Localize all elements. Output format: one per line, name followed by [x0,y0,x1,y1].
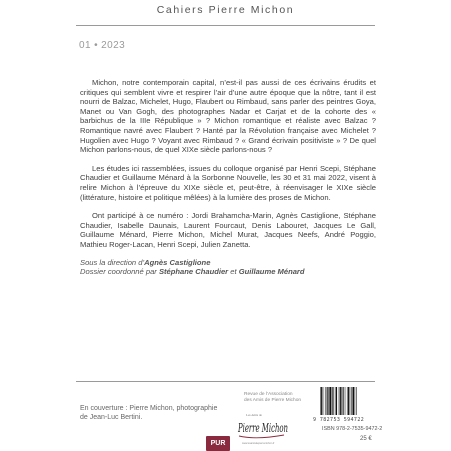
barcode-bar [351,387,352,415]
barcode-bar [343,387,344,415]
revue-credit: Revue de l’Association des Amis de Pierre Michon [244,392,302,403]
barcode-bar [335,387,336,415]
issue-number: 01 • 2023 [79,40,126,51]
direction-line: Sous la direction d’Agnès Castiglione Dossier coordonné par Stéphane Chaudier et Guillaume Ménard [80,257,305,277]
logo-url: www.lesamisdepierremichon.fr [242,442,275,445]
association-logo [236,410,292,448]
barcode-bar [329,387,331,415]
barcode-bar [340,387,341,415]
paragraph-contributors: Ont participé à ce numéro : Jordi Brahamcha-Marin, Agnès Castiglione, Stéphane Chaudier, Isabelle Daunais, Laurent Fourcaut, Denis Labouret, Jacques Le Gall, Guillaume Ménard, Pierre Michon, Michel Murat, Jacques Neefs, André Poggio, Mathieu Roger-Lacan, Henri Scepi, Julien Zanetta. [80,211,376,249]
barcode-bar [345,387,346,415]
barcode-bar [352,387,354,415]
bottom-rule [76,381,375,382]
barcode-bar [350,387,351,415]
cover-credit: En couverture : Pierre Michon, photographie de Jean-Luc Bertini. [80,405,218,421]
barcode-bar [348,387,349,415]
barcode-bar [347,387,348,415]
top-rule [76,25,375,26]
director-name: Agnès Castiglione [144,257,211,267]
logo-script-text: Pierre Michon [237,421,288,435]
barcode-bar [323,387,324,415]
price: 25 € [360,436,372,442]
back-cover-text [80,78,376,277]
paragraph-intro: Michon, notre contemporain capital, n’est-il pas aussi de ces écrivains érudits et critiques qui semblent vivre et respirer l’air d’une autre époque que la nôtre, tant il est nourri de Balzac, Michelet, Hugo, Flaubert ou Rimbaud, sans parler des peintres Goya, Manet ou Van Gogh, des photographes Nadar et Carjat et de la cohorte des « barbichus de la IIIe République » ? Michon romantique et réaliste avec Balzac ? Romantique navré avec Flaubert ? Hanté par la Révolution française avec Michelet ? Hugolien avec Hugo ? Voyant avec Rimbaud ? « Grand écrivain positiviste » ? De quel Michon parlons-nous, de quel XIXe siècle parlons-nous ? [80,78,376,155]
barcode-bar [339,387,340,415]
series-title: Cahiers Pierre Michon [156,4,295,16]
logo-swash [239,435,284,438]
barcode-bar [328,387,329,415]
barcode-bar [320,387,321,415]
isbn-number: ISBN 978-2-7535-9472-2 [322,426,383,432]
barcode-bar [341,387,342,415]
barcode-bar [333,387,334,415]
barcode-bar [325,387,326,415]
paragraph-studies: Les études ici rassemblées, issues du colloque organisé par Henri Scepi, Stéphane Chaudier et Guillaume Ménard à la Sorbonne Nouvelle, les 30 et 31 mai 2022, visent à relire Michon à l’épreuve du XIXe siècle et, peut-être, à réenvisager le XIXe siècle (littérature, histoire et politique mêlées) à la lumière des proses de Michon. [80,163,376,202]
ean-number: 9 782753 594722 [313,417,365,423]
barcode [318,386,378,416]
barcode-bar [332,387,333,415]
barcode-bar [355,387,356,415]
logo-small-text: Les Amis de [246,413,262,417]
barcode-bar [327,387,328,415]
barcode-bar [336,387,337,415]
barcode-bar [356,387,357,415]
coordinator-name-1: Stéphane Chaudier [158,267,229,277]
coordinator-name-2: Guillaume Ménard [238,267,305,277]
publisher-logo: PUR [206,436,230,451]
barcode-bar [321,387,322,415]
